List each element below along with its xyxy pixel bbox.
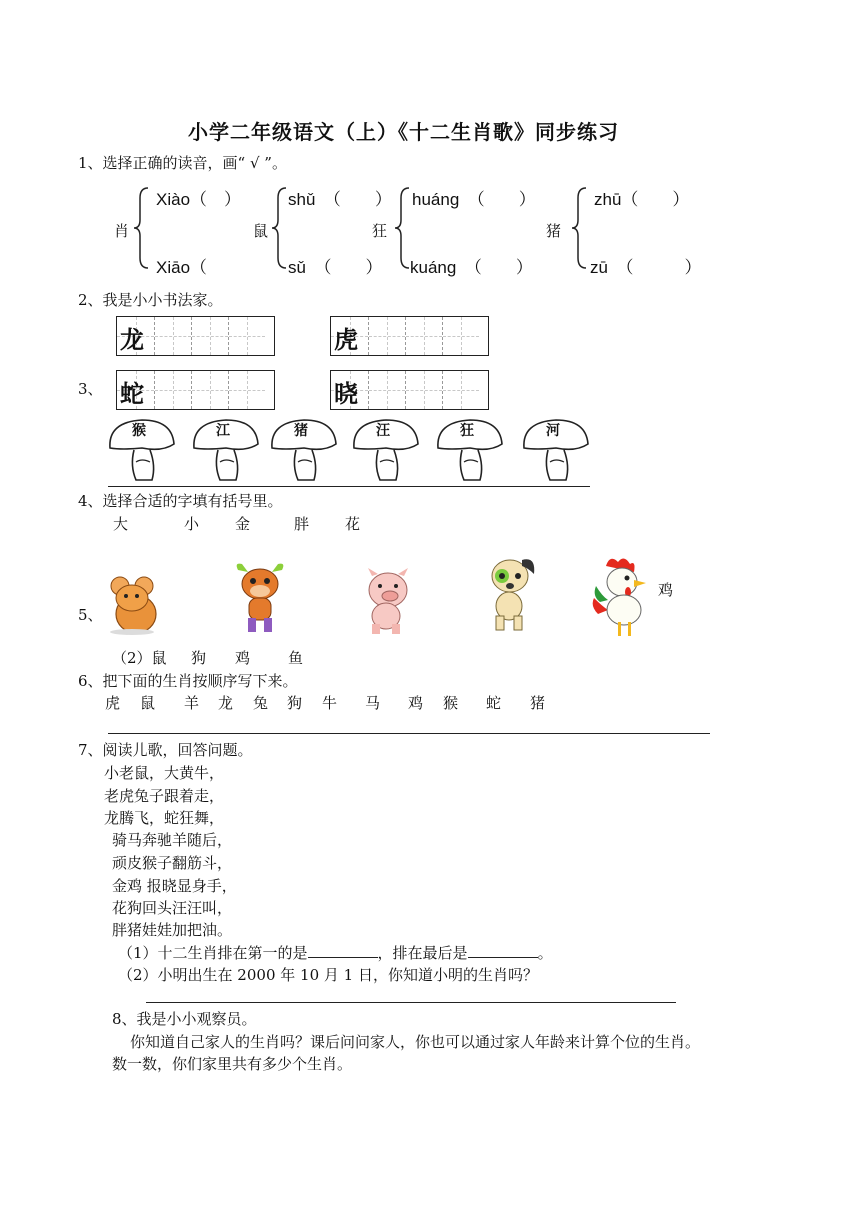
q7-subquestion-2: （2）小明出生在 2000 年 10 月 1 日，你知道小明的生肖吗？ xyxy=(118,966,538,984)
q3-label: 3、 xyxy=(78,380,103,398)
grid-char: 虎 xyxy=(334,325,358,354)
q7-answer-line[interactable] xyxy=(146,1002,676,1003)
poem-line: 顽皮猴子翻筋斗， xyxy=(112,854,233,872)
q1-option-bottom: sǔ （ ） xyxy=(288,258,383,277)
q1-char: 肖 xyxy=(114,222,130,240)
mushroom-card xyxy=(106,414,178,486)
q4-option: 小 xyxy=(184,515,200,533)
q4-label: 4、选择合适的字填有括号里。 xyxy=(78,492,283,510)
mushroom-card xyxy=(434,414,506,486)
q6-label: 6、把下面的生肖按顺序写下来。 xyxy=(78,672,298,690)
left-brace-icon xyxy=(132,186,152,270)
mushroom-char: 猪 xyxy=(294,423,308,439)
mushroom-char: 江 xyxy=(216,423,230,439)
poem-line: 小老鼠，大黄牛， xyxy=(104,764,225,782)
left-brace-icon xyxy=(570,186,590,270)
page-title: 小学二年级语文（上）《十二生肖歌》同步练习 xyxy=(188,120,619,144)
q7-sub1-text: 。 xyxy=(537,944,553,962)
zodiac-animal: 鸡 xyxy=(408,694,424,712)
q3-baseline xyxy=(108,486,590,487)
grid-char: 龙 xyxy=(120,325,144,354)
zodiac-animal: 龙 xyxy=(218,694,234,712)
mouse-icon xyxy=(106,574,162,636)
q7-label: 7、阅读儿歌，回答问题。 xyxy=(78,741,253,759)
q1-option-top: huáng （ ） xyxy=(412,190,536,209)
q6-answer-line[interactable] xyxy=(108,733,710,734)
q1-option-bottom: Xiāo（ xyxy=(156,258,208,277)
poem-line: 花狗回头汪汪叫， xyxy=(112,899,233,917)
zodiac-animal: 兔 xyxy=(253,694,269,712)
q1-option-bottom: kuáng （ ） xyxy=(410,258,533,277)
q5-word: 狗 xyxy=(191,649,207,667)
q4-option: 胖 xyxy=(294,515,310,533)
q4-option: 花 xyxy=(345,515,361,533)
mushroom-char: 狂 xyxy=(460,423,474,439)
q1-option-top: zhū（ ） xyxy=(594,190,690,209)
q1-char: 猪 xyxy=(546,222,562,240)
q1-char: 鼠 xyxy=(253,222,269,240)
zodiac-animal: 马 xyxy=(365,694,381,712)
writing-grid-long[interactable] xyxy=(116,316,275,356)
mushroom-char: 汪 xyxy=(376,423,390,439)
grid-char: 晓 xyxy=(334,379,358,408)
zodiac-animal: 羊 xyxy=(184,694,200,712)
zodiac-animal: 鼠 xyxy=(140,694,156,712)
grid-char: 蛇 xyxy=(120,379,144,408)
answer-blank[interactable] xyxy=(468,943,538,958)
mushroom-card xyxy=(268,414,340,486)
zodiac-animal: 虎 xyxy=(105,694,121,712)
poem-line: 胖猪娃娃加把油。 xyxy=(112,921,233,939)
q1-option-top: shǔ （ ） xyxy=(288,190,392,209)
ox-icon xyxy=(232,560,288,636)
writing-grid-she[interactable] xyxy=(116,370,275,410)
zodiac-animal: 狗 xyxy=(287,694,303,712)
mushroom-card xyxy=(350,414,422,486)
writing-grid-xiao[interactable] xyxy=(330,370,489,410)
q7-subquestion-1 xyxy=(118,942,553,963)
poem-line: 龙腾飞，蛇狂舞， xyxy=(104,809,225,827)
q7-sub1-text: （1）十二生肖排在第一的是 xyxy=(118,944,308,962)
q2-label: 2、我是小小书法家。 xyxy=(78,291,223,309)
zodiac-animal: 牛 xyxy=(322,694,338,712)
mushroom-card xyxy=(520,414,592,486)
rooster-label: 鸡 xyxy=(658,581,674,599)
q1-char: 狂 xyxy=(372,222,388,240)
q5-word: （2）鼠 xyxy=(112,649,167,667)
mushroom-card xyxy=(190,414,262,486)
pig-icon xyxy=(362,568,414,636)
mushroom-char: 猴 xyxy=(132,423,146,439)
rooster-icon xyxy=(592,556,654,640)
q8-text: 你知道自己家人的生肖吗？课后问问家人，你也可以通过家人年龄来计算个位的生肖。 xyxy=(130,1033,701,1051)
q5-word: 鱼 xyxy=(288,649,304,667)
q1-option-bottom: zū （ ） xyxy=(590,258,702,277)
poem-line: 骑马奔驰羊随后， xyxy=(112,831,233,849)
q8-label: 8、我是小小观察员。 xyxy=(112,1010,257,1028)
q1-label: 1、选择正确的读音，画“ √ ”。 xyxy=(78,154,287,172)
q4-option: 金 xyxy=(235,515,251,533)
zodiac-animal: 猪 xyxy=(530,694,546,712)
left-brace-icon xyxy=(270,186,290,270)
zodiac-animal: 蛇 xyxy=(486,694,502,712)
mushroom-char: 河 xyxy=(546,423,560,439)
answer-blank[interactable] xyxy=(308,943,378,958)
poem-line: 金鸡 报晓显身手， xyxy=(112,877,237,895)
q1-option-top: Xiào（ ） xyxy=(156,190,242,209)
dog-icon xyxy=(482,554,538,634)
poem-line: 老虎兔子跟着走， xyxy=(104,787,225,805)
q4-option: 大 xyxy=(113,515,129,533)
zodiac-animal: 猴 xyxy=(443,694,459,712)
q5-label: 5、 xyxy=(78,606,103,624)
writing-grid-hu[interactable] xyxy=(330,316,489,356)
q5-word: 鸡 xyxy=(235,649,251,667)
q8-text: 数一数，你们家里共有多少个生肖。 xyxy=(112,1055,353,1073)
q7-sub1-text: ，排在最后是 xyxy=(377,944,468,962)
